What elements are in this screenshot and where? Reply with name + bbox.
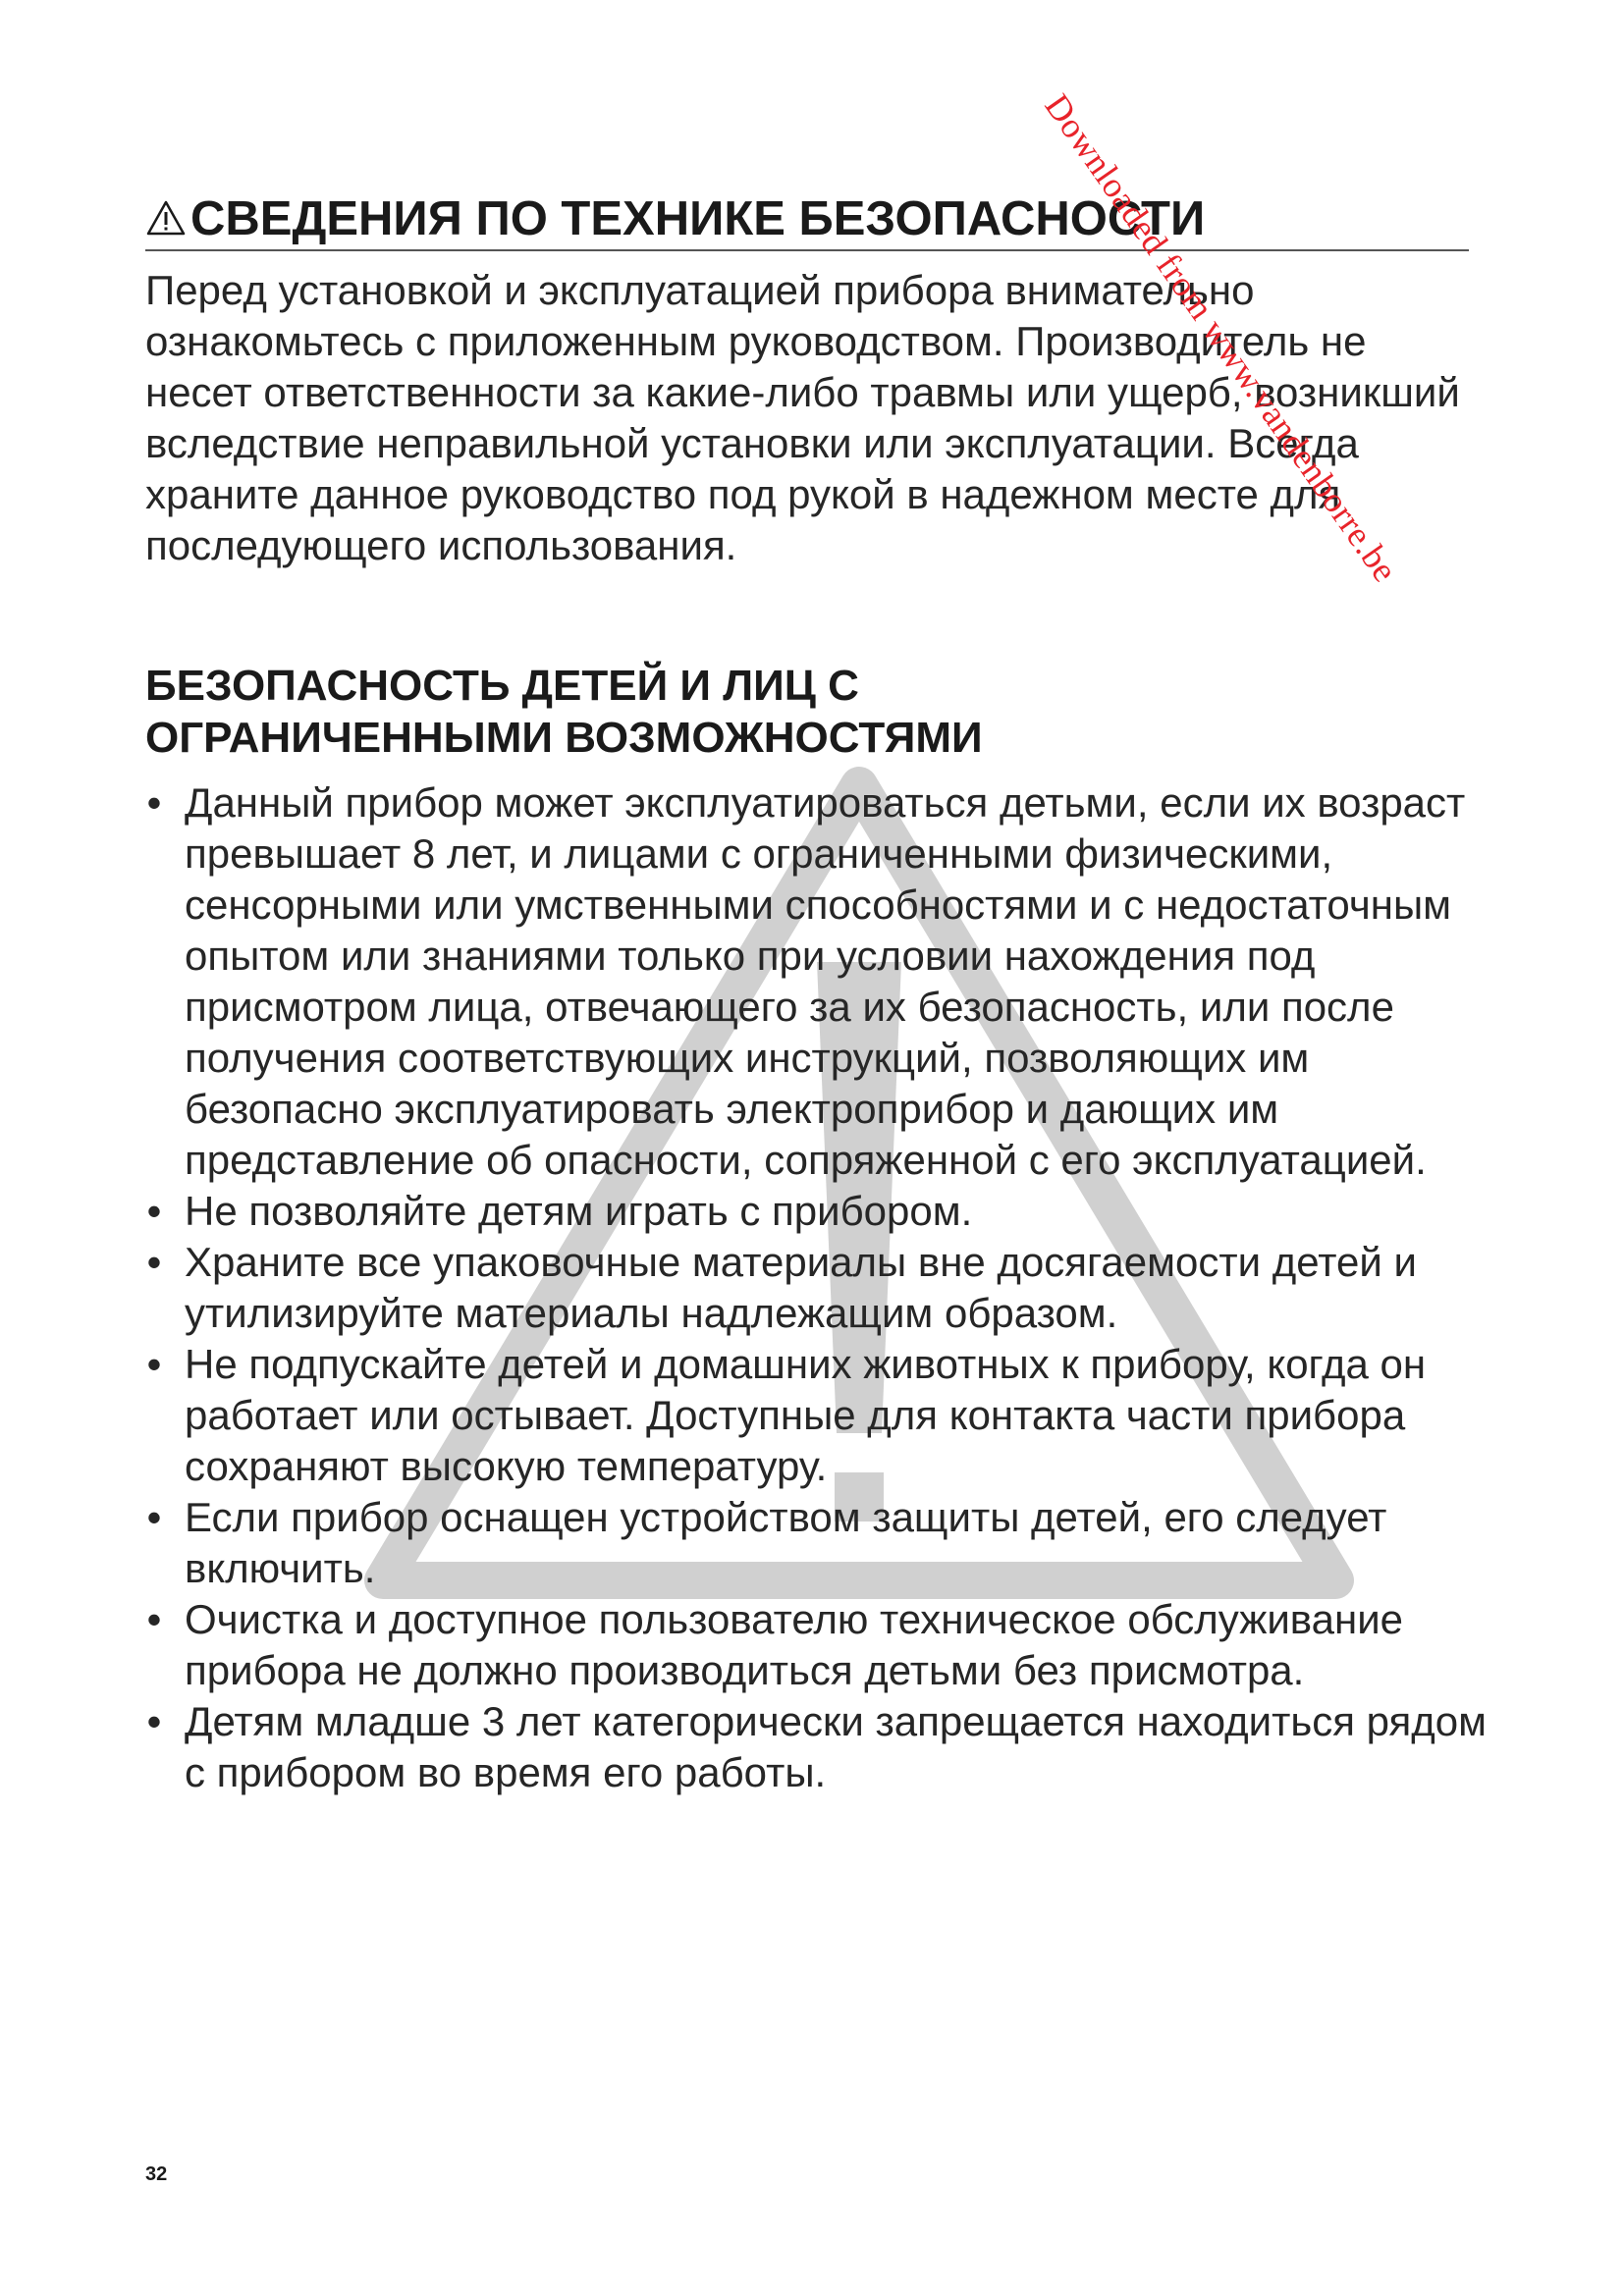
list-item <box>145 1237 1490 1339</box>
list-item-text: Храните все упаковочные материалы вне досягаемости детей и утилизируйте материалы надлежащим образом. <box>185 1239 1417 1336</box>
list-item-text: Данный прибор может эксплуатироваться детьми, если их возраст превышает 8 лет, и лицами с ограниченными физическими, сенсорными или умственными способностями и с недостаточным опытом или знаниями только при условии нахождения под присмотром лица, отвечающего за их безопасность, или после получения соответствующих инструкций, позволяющих им безопасно эксплуатировать электроприбор и дающих им представление об опасности, сопряженной с его эксплуатацией. <box>185 779 1466 1183</box>
bullet-icon: • <box>146 1494 162 1540</box>
list-item <box>145 1594 1490 1696</box>
section-heading-line1: БЕЗОПАСНОСТЬ ДЕТЕЙ И ЛИЦ С <box>145 662 859 710</box>
list-item <box>145 777 1490 1186</box>
section-heading-line2: ОГРАНИЧЕННЫМИ ВОЗМОЖНОСТЯМИ <box>145 714 983 762</box>
bullet-icon: • <box>146 1341 162 1387</box>
list-item <box>145 1186 1490 1237</box>
list-item <box>145 1696 1490 1798</box>
list-item-text: Не подпускайте детей и домашних животных к прибору, когда он работает или остывает. Доступные для контакта части прибора сохраняют высокую температуру. <box>185 1341 1427 1489</box>
bullet-icon: • <box>146 779 162 826</box>
bullet-icon: • <box>146 1239 162 1285</box>
intro-paragraph: Перед установкой и эксплуатацией прибора внимательно ознакомьтесь с приложенным руководством. Производитель не несет ответственности за какие-либо травмы или ущерб, возникший вследствие неправильной установки или эксплуатации. Всегда храните данное руководство под рукой в надежном месте для последующего использования. <box>145 267 1460 568</box>
download-watermark: Downloaded from www.vandenborre.be <box>1037 86 1406 590</box>
warning-triangle-icon <box>145 199 187 237</box>
list-item <box>145 1492 1490 1594</box>
page-title <box>145 188 1469 251</box>
safety-bullet-list <box>145 777 1490 1798</box>
page-title-text: СВЕДЕНИЯ ПО ТЕХНИКЕ БЕЗОПАСНОСТИ <box>190 192 1206 245</box>
list-item-text: Если прибор оснащен устройством защиты детей, его следует включить. <box>185 1494 1387 1591</box>
bullet-icon: • <box>146 1698 162 1744</box>
list-item-text: Очистка и доступное пользователю техническое обслуживание прибора не должно производиться детьми без присмотра. <box>185 1596 1404 1693</box>
list-item <box>145 1339 1490 1492</box>
section-heading <box>145 660 1324 764</box>
bullet-icon: • <box>146 1596 162 1642</box>
list-item-text: Не позволяйте детям играть с прибором. <box>185 1188 973 1234</box>
bullet-icon: • <box>146 1188 162 1234</box>
page-number: 32 <box>145 2163 168 2185</box>
list-item-text: Детям младше 3 лет категорически запрещается находиться рядом с прибором во время его работы. <box>185 1698 1487 1795</box>
